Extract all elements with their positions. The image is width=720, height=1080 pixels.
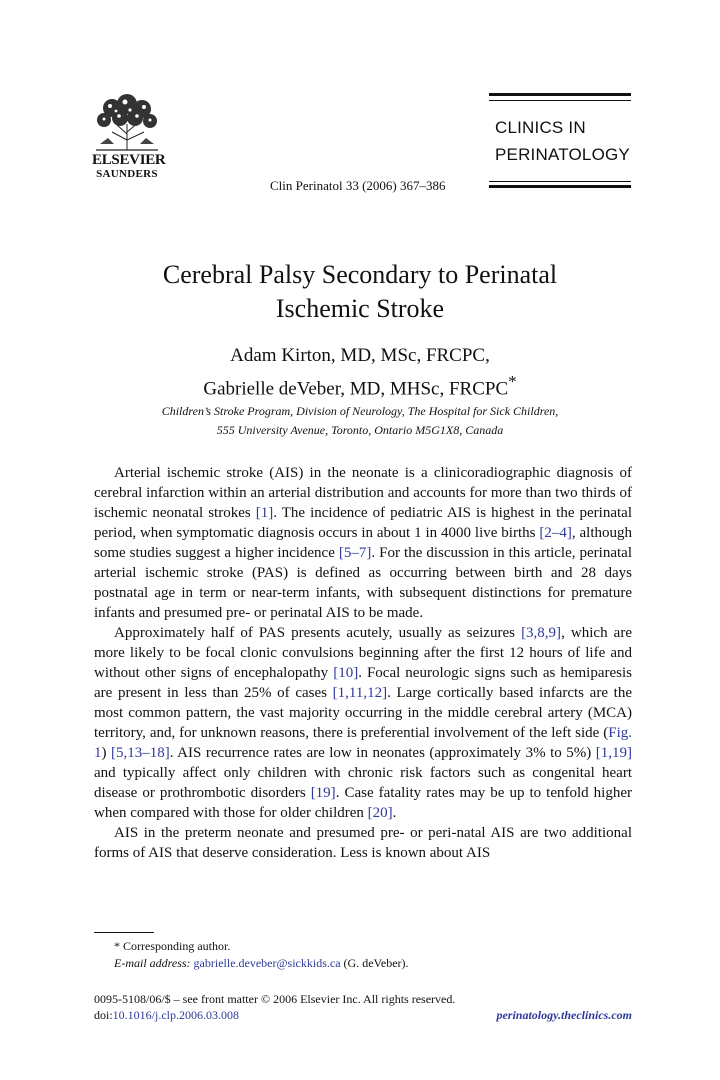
top-rule-thin [489, 100, 631, 101]
reference-link[interactable]: [5,13–18] [111, 745, 170, 761]
reference-link[interactable]: [1] [255, 505, 274, 521]
reference-link[interactable]: [3,8,9] [521, 625, 562, 641]
author-line1: Adam Kirton, MD, MSc, FRCPC, [230, 345, 490, 366]
paragraph: Approximately half of PAS presents acutely, usually as seizures [3,8,9], which are more likely to be focal clonic convulsions beginning after the first 12 hours of life and without other signs of encephalopathy [10]. Focal neurologic signs such as hemiparesis are present in less than 25% of cases [1,11,12]. Large cortically based infarcts are the most common pattern, the vast majority occurring in the middle cerebral artery (MCA) territory, and, for unknown reasons, there is preferential involvement of the left side (Fig. 1) [5,13–18]. AIS recurrence rates are low in neonates (approximately 3% to 5%) [1,19] and typically affect only children with chronic risk factors such as congenital heart disease or prothrombotic disorders [19]. Case fatality rates may be up to tenfold higher when compared with those for older children [20]. [94, 625, 632, 821]
reference-link[interactable]: [19] [310, 785, 336, 801]
bottom-rule-thin [489, 181, 631, 182]
footnote-divider [94, 932, 154, 933]
doi-label: doi: [94, 1008, 113, 1022]
journal-title-line1: CLINICS IN [495, 118, 586, 137]
title-line1: Cerebral Palsy Secondary to Perinatal [162, 260, 558, 289]
article-title [60, 258, 660, 326]
title-line2: Ischemic Stroke [275, 294, 445, 323]
email-owner: (G. deVeber). [343, 956, 409, 970]
author-affiliation [60, 402, 660, 440]
article-body [94, 463, 632, 863]
reference-link[interactable]: [10] [333, 665, 359, 681]
journal-website-link[interactable]: perinatology.theclinics.com [496, 1008, 632, 1022]
author-list [60, 343, 660, 402]
email-label: E-mail address: [114, 956, 191, 970]
figure-link[interactable]: Fig. 1 [94, 725, 632, 761]
publisher-name: ELSEVIER [92, 152, 166, 168]
reference-link[interactable]: [5–7] [338, 545, 372, 561]
paragraph: AIS in the preterm neonate and presumed pre- or peri-natal AIS are two additional forms of AIS that deserve consideration. Less is known about AIS [94, 825, 632, 861]
corresponding-author-note: * Corresponding author. [114, 939, 231, 953]
doi-link[interactable]: 10.1016/j.clp.2006.03.008 [112, 1008, 239, 1022]
reference-link[interactable]: [1,11,12] [332, 685, 388, 701]
journal-citation: Clin Perinatol 33 (2006) 367–386 [270, 178, 446, 193]
journal-title-line2: PERINATOLOGY [495, 145, 630, 164]
reference-link[interactable]: [2–4] [539, 525, 572, 541]
reference-link[interactable]: [1,19] [595, 745, 632, 761]
affiliation-line2: 555 University Avenue, Toronto, Ontario M5G1X8, Canada [216, 423, 504, 437]
copyright-line: 0095-5108/06/$ – see front matter © 2006 Elsevier Inc. All rights reserved. [94, 992, 456, 1006]
publisher-imprint: SAUNDERS [96, 168, 158, 180]
corresponding-mark: * [508, 372, 517, 391]
paragraph: Arterial ischemic stroke (AIS) in the neonate is a clinicoradiographic diagnosis of cerebral infarction within an arterial distribution and accounts for more than two thirds of ischemic neonatal strokes [1]. The incidence of pediatric AIS is highest in the perinatal period, when symptomatic diagnosis occurs in about 1 in 4000 live births [2–4], although some studies suggest a higher incidence [5–7]. For the discussion in this article, perinatal arterial ischemic stroke (PAS) is defined as occurring between birth and 28 days postnatal age in term or near-term infants, with subsequent distinctions for premature infants and presumed pre- or perinatal AIS to be made. [94, 465, 633, 621]
email-link[interactable]: gabrielle.deveber@sickkids.ca [193, 956, 341, 970]
top-rule-thick [489, 93, 631, 96]
doi-line [94, 1008, 239, 1023]
author-line2: Gabrielle deVeber, MD, MHSc, FRCPC [203, 378, 509, 400]
affiliation-line1: Children’s Stroke Program, Division of Neurology, The Hospital for Sick Children, [161, 404, 559, 418]
email-footnote [114, 956, 409, 971]
reference-link[interactable]: [20] [367, 805, 393, 821]
journal-name-block [489, 93, 631, 189]
bottom-rule-thick [489, 185, 631, 188]
